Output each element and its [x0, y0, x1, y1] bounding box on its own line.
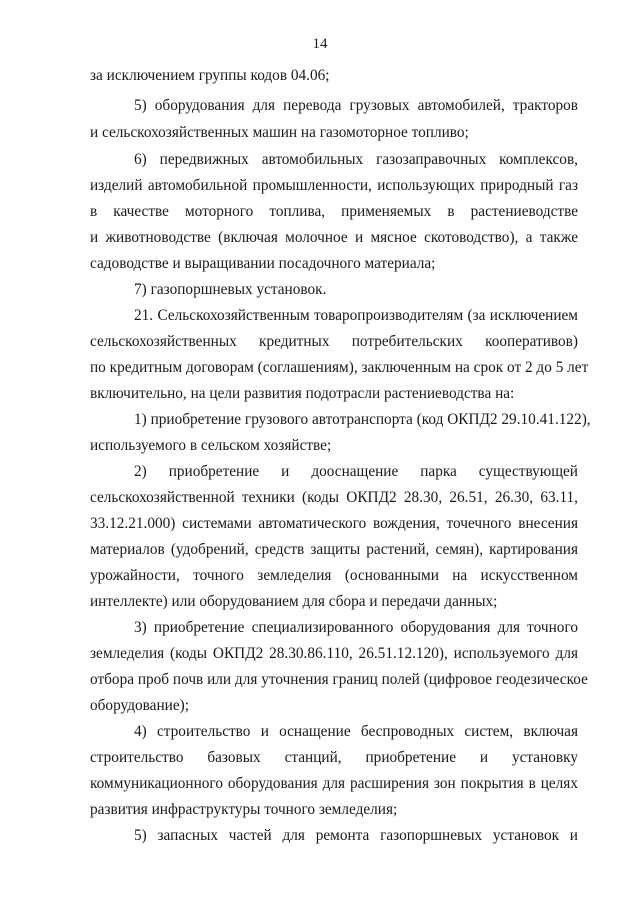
- text-line-19: материалов (удобрений, средств защиты растений, семян), картирования: [90, 541, 578, 558]
- text-line-13: включительно, на цели развития подотрасли растениеводства на:: [90, 385, 515, 402]
- text-line-17: сельскохозяйственной техники (коды ОКПД2 28.30, 26.51, 26.30, 63.11,: [90, 489, 578, 506]
- text-line-24: отбора проб почв или для уточнения границ полей (цифровое геодезическое: [90, 671, 588, 688]
- text-line-29: развития инфраструктуры точного земледелия;: [90, 801, 398, 818]
- page-number: 14: [312, 36, 328, 52]
- text-line-5: изделий автомобильной промышленности, использующих природный газ: [90, 177, 578, 194]
- text-line-22: 3) приобретение специализированного оборудования для точного: [134, 619, 578, 636]
- text-line-6: в качестве моторного топлива, применяемых в растениеводстве: [90, 203, 578, 220]
- text-line-10: 21. Сельскохозяйственным товаропроизводителям (за исключением: [134, 307, 578, 324]
- text-line-11: сельскохозяйственных кредитных потребительских кооперативов): [90, 333, 578, 350]
- text-line-2: 5) оборудования для перевода грузовых автомобилей, тракторов: [134, 97, 578, 114]
- text-line-26: 4) строительство и оснащение беспроводных систем, включая: [134, 723, 578, 740]
- text-line-16: 2) приобретение и дооснащение парка существующей: [134, 463, 578, 480]
- text-line-28: коммуникационного оборудования для расширения зон покрытия в целях: [90, 775, 578, 792]
- text-line-14: 1) приобретение грузового автотранспорта (код ОКПД2 29.10.41.122),: [134, 411, 591, 428]
- text-line-8: садоводстве и выращивании посадочного материала;: [90, 255, 436, 272]
- text-line-1: за исключением группы кодов 04.06;: [90, 67, 330, 84]
- text-line-15: используемого в сельском хозяйстве;: [90, 437, 332, 454]
- text-line-30: 5) запасных частей для ремонта газопоршневых установок и: [134, 827, 578, 844]
- text-line-21: интеллекте) или оборудованием для сбора и передачи данных;: [90, 593, 498, 610]
- text-line-7: и животноводстве (включая молочное и мясное скотоводство), а также: [90, 229, 578, 246]
- text-line-25: оборудование);: [90, 697, 189, 714]
- text-line-3: и сельскохозяйственных машин на газомоторное топливо;: [90, 124, 469, 141]
- text-line-27: строительство базовых станций, приобретение и установку: [90, 749, 578, 766]
- text-line-18: 33.12.21.000) системами автоматического вождения, точечного внесения: [90, 515, 578, 532]
- text-line-4: 6) передвижных автомобильных газозаправочных комплексов,: [134, 151, 578, 168]
- text-line-20: урожайности, точного земледелия (основанными на искусственном: [90, 567, 578, 584]
- text-line-9: 7) газопоршневых установок.: [134, 281, 327, 298]
- text-line-12: по кредитным договорам (соглашениям), заключенным на срок от 2 до 5 лет: [90, 359, 589, 376]
- text-line-23: земледелия (коды ОКПД2 28.30.86.110, 26.51.12.120), используемого для: [90, 645, 578, 662]
